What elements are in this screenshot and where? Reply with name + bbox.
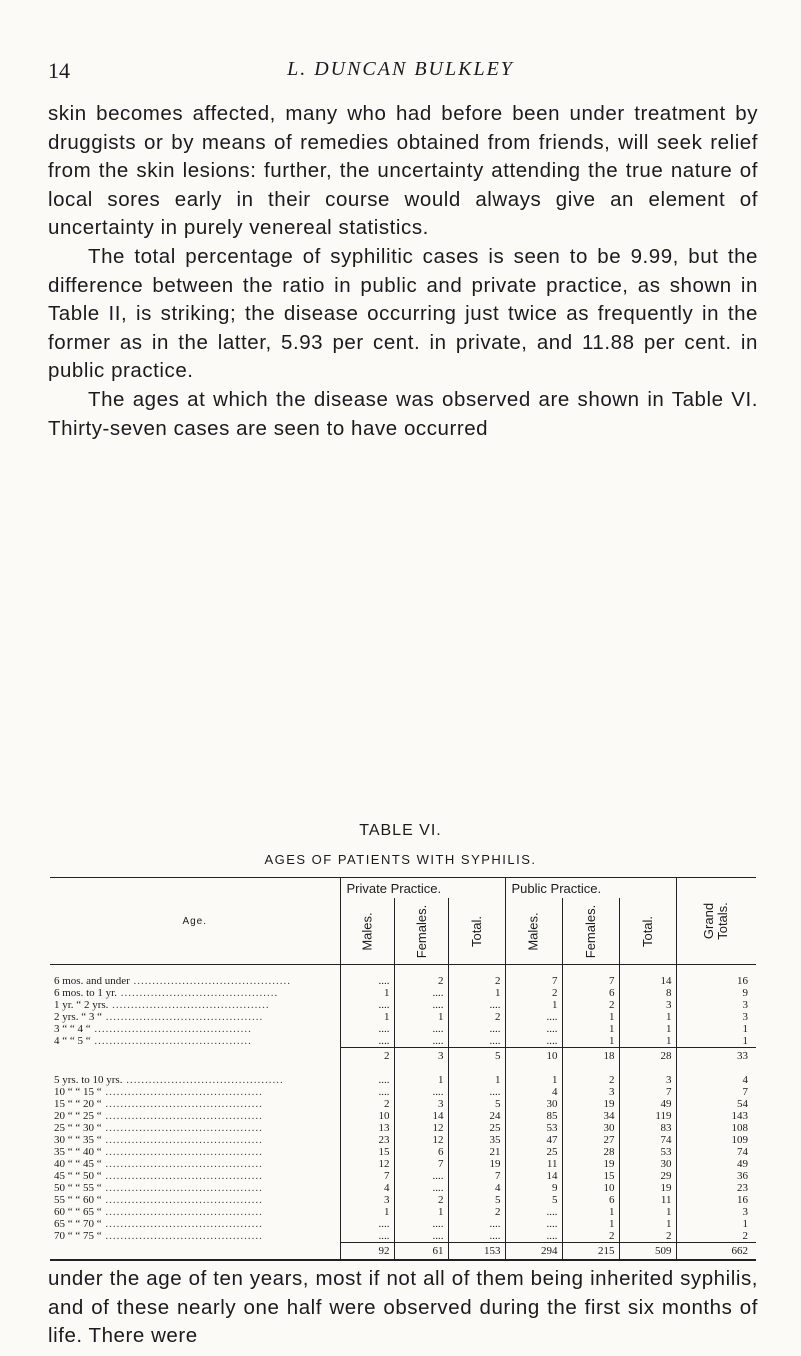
- value-cell-pm: ....: [340, 1064, 394, 1086]
- value-cell-ut: 53: [619, 1146, 676, 1158]
- age-cell: 1 yr. “ 2 yrs. ..........................................: [50, 999, 340, 1011]
- value-cell-ut: 28: [619, 1048, 676, 1065]
- value-cell-ut: 11: [619, 1194, 676, 1206]
- age-cell: 35 “ “ 40 “ ..........................................: [50, 1146, 340, 1158]
- table-row: [50, 1035, 756, 1048]
- value-cell-pf: ....: [394, 1218, 448, 1230]
- value-cell-uf: 6: [562, 1194, 619, 1206]
- value-cell-um: 2: [505, 987, 562, 999]
- value-cell-ut: 30: [619, 1158, 676, 1170]
- value-cell-uf: 1: [562, 1035, 619, 1048]
- age-cell: 10 “ “ 15 “ ..........................................: [50, 1086, 340, 1098]
- value-cell-pf: 12: [394, 1122, 448, 1134]
- value-cell-uf: 3: [562, 1086, 619, 1098]
- age-cell: 4 “ “ 5 “ ..........................................: [50, 1035, 340, 1048]
- value-cell-um: 11: [505, 1158, 562, 1170]
- value-cell-pt: 4: [448, 1182, 505, 1194]
- value-cell-ut: 1: [619, 1011, 676, 1023]
- value-cell-gt: 3: [742, 999, 748, 1011]
- syphilis-ages-table: [50, 877, 756, 1261]
- value-cell-pf: ....: [394, 1035, 448, 1048]
- value-cell-ut: 3: [619, 1064, 676, 1086]
- value-cell-pm: 12: [340, 1158, 394, 1170]
- value-cell-pm: ....: [340, 1086, 394, 1098]
- value-cell-pt: ....: [448, 1230, 505, 1243]
- value-cell-um: 7: [505, 965, 562, 988]
- value-cell-ut: 8: [619, 987, 676, 999]
- value-cell-uf: 1: [562, 1218, 619, 1230]
- value-cell-gt: 4: [742, 1074, 748, 1086]
- value-cell-um: 25: [505, 1146, 562, 1158]
- age-cell: [50, 1243, 340, 1261]
- value-cell-pf: ....: [394, 1230, 448, 1243]
- value-cell-ut: 14: [619, 965, 676, 988]
- value-cell-uf: 34: [562, 1110, 619, 1122]
- age-cell: 20 “ “ 25 “ ..........................................: [50, 1110, 340, 1122]
- table-row: [50, 1122, 756, 1134]
- value-cell-pf: 6: [394, 1146, 448, 1158]
- value-cell-pm: 2: [340, 1048, 394, 1065]
- page-header: [48, 58, 753, 88]
- paragraph: under the age of ten years, most if not all of them being inherited syphilis, and of these nearly one half were observed during the first six months of life. There were: [48, 1267, 758, 1348]
- body-text-top: [48, 100, 758, 443]
- value-cell-gt: 9: [742, 987, 748, 999]
- value-cell-ut: 2: [619, 1230, 676, 1243]
- table-row: [50, 999, 756, 1011]
- value-cell-ut: 1: [619, 1218, 676, 1230]
- value-cell-pm: 23: [340, 1134, 394, 1146]
- value-cell-uf: 1: [562, 1023, 619, 1035]
- value-cell-gt: 662: [676, 1243, 756, 1261]
- value-cell-um: ....: [505, 1023, 562, 1035]
- value-cell-um: ....: [505, 1035, 562, 1048]
- value-cell-um: 1: [505, 1064, 562, 1086]
- value-cell-pt: 2: [448, 1011, 505, 1023]
- table-subtotal-row: [50, 1243, 756, 1261]
- value-cell-um: 294: [505, 1243, 562, 1261]
- public-total-header: Total.: [619, 898, 676, 965]
- running-head: L. DUNCAN BULKLEY: [287, 58, 514, 80]
- value-cell-pt: 35: [448, 1134, 505, 1146]
- value-cell-pf: 14: [394, 1110, 448, 1122]
- value-cell-gt: 54: [737, 1098, 748, 1110]
- value-cell-gt: 49: [737, 1158, 748, 1170]
- table-subtitle: AGES OF PATIENTS WITH SYPHILIS.: [264, 852, 537, 867]
- table-row: [50, 1194, 756, 1206]
- value-cell-gt: 3: [742, 1011, 748, 1023]
- value-cell-uf: 19: [562, 1098, 619, 1110]
- age-cell: 5 yrs. to 10 yrs. ..........................................: [50, 1064, 340, 1086]
- value-cell-um: 5: [505, 1194, 562, 1206]
- value-cell-pt: 21: [448, 1146, 505, 1158]
- table-row: [50, 1086, 756, 1098]
- table-row: [50, 1134, 756, 1146]
- table-subtotal-row: [50, 1048, 756, 1065]
- value-cell-pm: 3: [340, 1194, 394, 1206]
- value-cell-pm: 1: [340, 1011, 394, 1023]
- value-cell-gt: 36: [737, 1170, 748, 1182]
- value-cell-gt: 1: [742, 1035, 748, 1047]
- value-cell-pt: 24: [448, 1110, 505, 1122]
- table-row: [50, 1230, 756, 1243]
- value-cell-um: 53: [505, 1122, 562, 1134]
- value-cell-gt: 23: [737, 1182, 748, 1194]
- value-cell-uf: 2: [562, 1230, 619, 1243]
- value-cell-pt: ....: [448, 1035, 505, 1048]
- value-cell-ut: 49: [619, 1098, 676, 1110]
- value-cell-pf: 1: [394, 1064, 448, 1086]
- value-cell-uf: 2: [562, 1064, 619, 1086]
- value-cell-pf: ....: [394, 999, 448, 1011]
- value-cell-uf: 30: [562, 1122, 619, 1134]
- value-cell-pt: 25: [448, 1122, 505, 1134]
- value-cell-pf: 3: [394, 1048, 448, 1065]
- value-cell-pt: ....: [448, 999, 505, 1011]
- value-cell-gt: 108: [731, 1122, 748, 1134]
- value-cell-uf: 19: [562, 1158, 619, 1170]
- value-cell-uf: 2: [562, 999, 619, 1011]
- age-cell: 45 “ “ 50 “ ..........................................: [50, 1170, 340, 1182]
- table-row: [50, 1098, 756, 1110]
- value-cell-uf: 27: [562, 1134, 619, 1146]
- value-cell-pm: ....: [340, 1023, 394, 1035]
- value-cell-gt: 3: [742, 1206, 748, 1218]
- value-cell-pt: 2: [448, 1206, 505, 1218]
- value-cell-gt: 143: [731, 1110, 748, 1122]
- table-row: [50, 987, 756, 999]
- value-cell-pf: ....: [394, 987, 448, 999]
- private-females-header: Females.: [394, 898, 448, 965]
- value-cell-uf: 15: [562, 1170, 619, 1182]
- table-row: [50, 1110, 756, 1122]
- value-cell-pt: 5: [448, 1194, 505, 1206]
- table-row: [50, 1011, 756, 1023]
- value-cell-um: 9: [505, 1182, 562, 1194]
- value-cell-pf: 61: [394, 1243, 448, 1261]
- value-cell-ut: 83: [619, 1122, 676, 1134]
- public-practice-header: Public Practice.: [505, 878, 676, 899]
- paragraph: skin becomes affected, many who had before been under treatment by druggists or by means of remedies obtained from friends, will seek relief from the skin lesions: further, the uncertainty attending the true nature of local sores early in their course would always give an element of uncertainty in purely venereal statistics.: [48, 102, 758, 240]
- age-cell: 6 mos. to 1 yr. ..........................................: [50, 987, 340, 999]
- age-cell: 50 “ “ 55 “ ..........................................: [50, 1182, 340, 1194]
- age-cell: [50, 1048, 340, 1065]
- value-cell-pt: 7: [448, 1170, 505, 1182]
- value-cell-um: ....: [505, 1230, 562, 1243]
- age-cell: 60 “ “ 65 “ ..........................................: [50, 1206, 340, 1218]
- value-cell-gt: 1: [742, 1218, 748, 1230]
- age-cell: 40 “ “ 45 “ ..........................................: [50, 1158, 340, 1170]
- age-cell: 2 yrs. “ 3 “ ..........................................: [50, 1011, 340, 1023]
- value-cell-uf: 7: [562, 965, 619, 988]
- value-cell-ut: 1: [619, 1206, 676, 1218]
- value-cell-pf: 1: [394, 1011, 448, 1023]
- value-cell-ut: 1: [619, 1023, 676, 1035]
- value-cell-gt: 109: [731, 1134, 748, 1146]
- age-cell: 15 “ “ 20 “ ..........................................: [50, 1098, 340, 1110]
- value-cell-uf: 6: [562, 987, 619, 999]
- page-number: 14: [48, 58, 70, 83]
- age-cell: 25 “ “ 30 “ ..........................................: [50, 1122, 340, 1134]
- value-cell-pt: ....: [448, 1086, 505, 1098]
- value-cell-pt: 2: [448, 965, 505, 988]
- age-cell: 30 “ “ 35 “ ..........................................: [50, 1134, 340, 1146]
- value-cell-ut: 3: [619, 999, 676, 1011]
- value-cell-pm: 4: [340, 1182, 394, 1194]
- private-total-header: Total.: [448, 898, 505, 965]
- table-row: [50, 1182, 756, 1194]
- value-cell-ut: 29: [619, 1170, 676, 1182]
- value-cell-pm: ....: [340, 965, 394, 988]
- age-cell: 3 “ “ 4 “ ..........................................: [50, 1023, 340, 1035]
- value-cell-pm: ....: [340, 1035, 394, 1048]
- value-cell-pf: ....: [394, 1182, 448, 1194]
- age-cell: 55 “ “ 60 “ ..........................................: [50, 1194, 340, 1206]
- value-cell-gt: 2: [742, 1230, 748, 1242]
- value-cell-pt: 19: [448, 1158, 505, 1170]
- value-cell-uf: 1: [562, 1011, 619, 1023]
- value-cell-um: 14: [505, 1170, 562, 1182]
- value-cell-pf: 2: [394, 1194, 448, 1206]
- value-cell-uf: 10: [562, 1182, 619, 1194]
- value-cell-ut: 74: [619, 1134, 676, 1146]
- age-cell: 6 mos. and under ..........................................: [50, 965, 340, 988]
- table-row: [50, 1170, 756, 1182]
- value-cell-pm: 1: [340, 987, 394, 999]
- value-cell-pm: ....: [340, 999, 394, 1011]
- value-cell-gt: 1: [742, 1023, 748, 1035]
- value-cell-uf: 28: [562, 1146, 619, 1158]
- value-cell-pf: ....: [394, 1086, 448, 1098]
- table-row: [50, 1218, 756, 1230]
- value-cell-um: 85: [505, 1110, 562, 1122]
- value-cell-um: ....: [505, 1011, 562, 1023]
- value-cell-pf: 7: [394, 1158, 448, 1170]
- value-cell-gt: 16: [737, 975, 748, 987]
- public-males-header: Males.: [505, 898, 562, 965]
- value-cell-pf: 12: [394, 1134, 448, 1146]
- value-cell-uf: 18: [562, 1048, 619, 1065]
- table-row: [50, 1023, 756, 1035]
- age-cell: 70 “ “ 75 “ ..........................................: [50, 1230, 340, 1243]
- value-cell-uf: 215: [562, 1243, 619, 1261]
- table-row: [50, 1064, 756, 1086]
- public-females-header: Females.: [562, 898, 619, 965]
- table-title: TABLE VI.: [359, 822, 442, 839]
- value-cell-pm: 2: [340, 1098, 394, 1110]
- value-cell-pf: ....: [394, 1023, 448, 1035]
- grand-totals-header: Grand Totals.: [676, 878, 756, 965]
- value-cell-pt: ....: [448, 1218, 505, 1230]
- value-cell-um: ....: [505, 1218, 562, 1230]
- value-cell-pf: 3: [394, 1098, 448, 1110]
- value-cell-ut: 7: [619, 1086, 676, 1098]
- table-row: [50, 965, 756, 988]
- table-row: [50, 1158, 756, 1170]
- paragraph: The ages at which the disease was observed are shown in Table VI. Thirty-seven cases are seen to have occurred: [48, 387, 758, 440]
- private-practice-header: Private Practice.: [340, 878, 505, 899]
- value-cell-pt: 1: [448, 1064, 505, 1086]
- value-cell-pm: 92: [340, 1243, 394, 1261]
- value-cell-um: 47: [505, 1134, 562, 1146]
- table-row: [50, 1206, 756, 1218]
- value-cell-pt: 153: [448, 1243, 505, 1261]
- age-cell: 65 “ “ 70 “ ..........................................: [50, 1218, 340, 1230]
- value-cell-pt: 1: [448, 987, 505, 999]
- age-column-header: Age.: [50, 878, 340, 965]
- table-body: [50, 965, 756, 1261]
- value-cell-pm: 1: [340, 1206, 394, 1218]
- value-cell-pt: ....: [448, 1023, 505, 1035]
- value-cell-um: 1: [505, 999, 562, 1011]
- value-cell-pt: 5: [448, 1098, 505, 1110]
- value-cell-pm: 15: [340, 1146, 394, 1158]
- body-text-bottom: [48, 1265, 758, 1351]
- value-cell-pm: 10: [340, 1110, 394, 1122]
- paragraph: The total percentage of syphilitic cases is seen to be 9.99, but the difference between the ratio in public and private practice, as shown in Table II, is striking; the disease occurring just twice as frequently in the former as in the latter, 5.93 per cent. in private, and 11.88 per cent. in public practice.: [48, 244, 758, 383]
- value-cell-gt: 33: [676, 1048, 756, 1065]
- value-cell-pm: 7: [340, 1170, 394, 1182]
- value-cell-ut: 19: [619, 1182, 676, 1194]
- table-row: [50, 1146, 756, 1158]
- value-cell-pf: ....: [394, 1170, 448, 1182]
- value-cell-uf: 1: [562, 1206, 619, 1218]
- value-cell-pm: 13: [340, 1122, 394, 1134]
- value-cell-gt: 74: [737, 1146, 748, 1158]
- value-cell-pm: ....: [340, 1218, 394, 1230]
- value-cell-pf: 1: [394, 1206, 448, 1218]
- private-males-header: Males.: [340, 898, 394, 965]
- value-cell-ut: 509: [619, 1243, 676, 1261]
- value-cell-ut: 119: [619, 1110, 676, 1122]
- value-cell-um: 10: [505, 1048, 562, 1065]
- value-cell-gt: 7: [742, 1086, 748, 1098]
- value-cell-um: 4: [505, 1086, 562, 1098]
- value-cell-pt: 5: [448, 1048, 505, 1065]
- value-cell-gt: 16: [737, 1194, 748, 1206]
- value-cell-um: 30: [505, 1098, 562, 1110]
- value-cell-ut: 1: [619, 1035, 676, 1048]
- value-cell-pf: 2: [394, 965, 448, 988]
- value-cell-um: ....: [505, 1206, 562, 1218]
- value-cell-pm: ....: [340, 1230, 394, 1243]
